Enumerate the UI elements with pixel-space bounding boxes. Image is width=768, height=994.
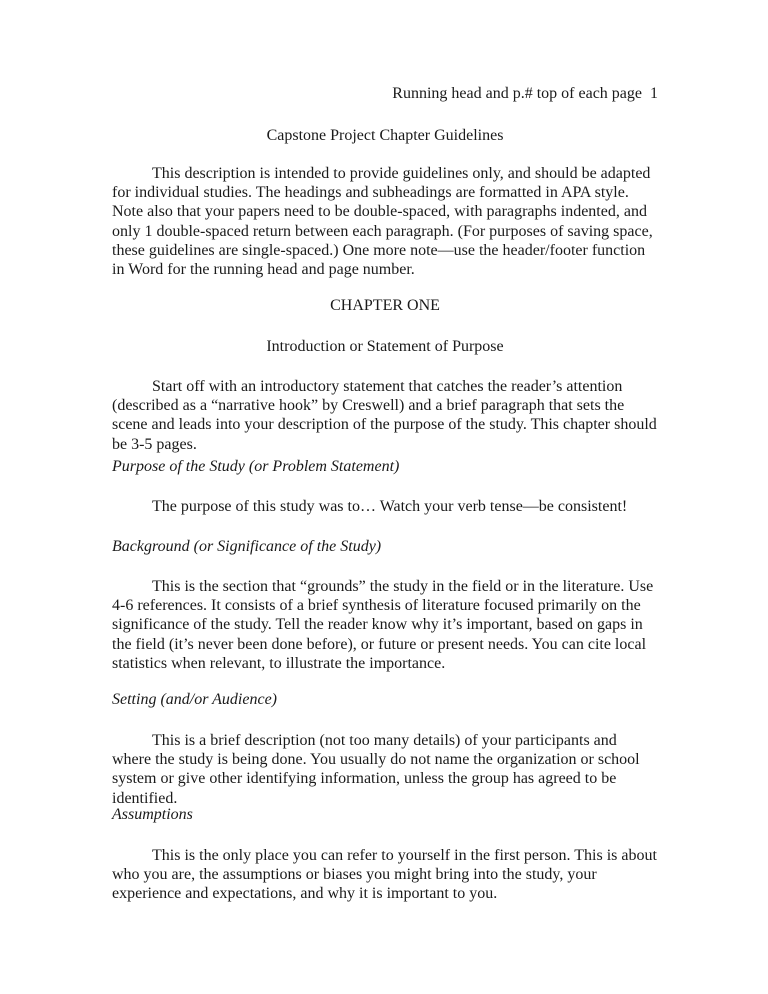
intro-paragraph: This description is intended to provide guidelines only, and should be adapted for individual studies. The headings and subheadings are formatted in APA style. Note also that your papers need to be double-spaced, with paragraphs indented, and only 1 double-spaced return between each paragraph. (For purposes of saving space, these guidelines are single-spaced.) One more note—use the header/footer function in Word for the running head and page number. [112, 165, 653, 279]
section-body-setting: This is a brief description (not too many details) of your participants and where the study is being done. You usually do not name the organization or school system or give other identifying information, unless the group has agreed to be identified. [112, 732, 640, 807]
section-body-purpose: The purpose of this study was to… Watch your verb tense—be consistent! [152, 498, 628, 515]
chapter-heading: CHAPTER ONE [330, 297, 440, 314]
section-heading-purpose: Purpose of the Study (or Problem Statement) [112, 458, 400, 475]
section-body-assumptions: This is the only place you can refer to yourself in the first person. This is about who you are, the assumptions or biases you might bring into the study, your experience and expectations, and why it is important to you. [112, 847, 657, 903]
section-heading-background: Background (or Significance of the Study) [112, 538, 382, 555]
section-heading-setting: Setting (and/or Audience) [112, 691, 277, 708]
running-head: Running head and p.# top of each page 1 [392, 85, 658, 102]
chapter-subheading: Introduction or Statement of Purpose [266, 338, 504, 355]
section-body-background: This is the section that “grounds” the study in the field or in the literature. Use 4-6 references. It consists of a brief synthesis of literature focused primarily on the significance of the study. Tell the reader know why it’s important, based on gaps in the field (it’s never been done before), or future or present needs. You can cite local statistics when relevant, to illustrate the importance. [112, 578, 654, 672]
chapter-intro-paragraph: Start off with an introductory statement that catches the reader’s attention (described as a “narrative hook” by Creswell) and a brief paragraph that sets the scene and leads into your description of the purpose of the study. This chapter should be 3-5 pages. [112, 378, 657, 453]
section-heading-assumptions: Assumptions [112, 806, 193, 823]
document-title: Capstone Project Chapter Guidelines [266, 127, 504, 144]
